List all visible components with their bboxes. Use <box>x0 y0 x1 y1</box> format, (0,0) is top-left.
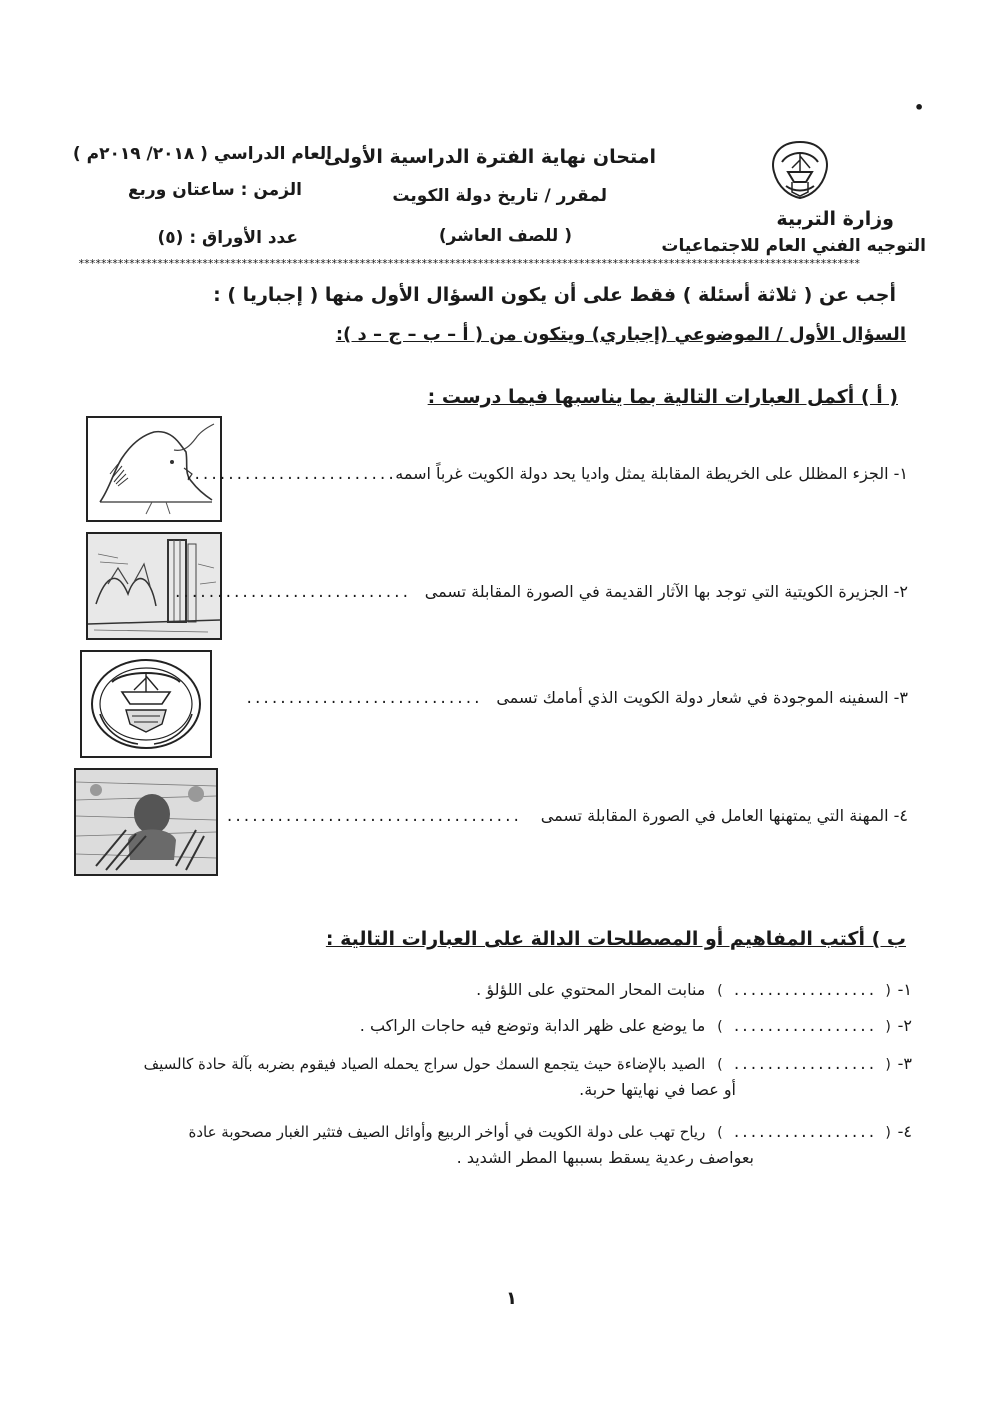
exam-title: امتحان نهاية الفترة الدراسية الأولى <box>324 146 656 168</box>
part-b-item-3-continued: أو عصا في نهايتها حربة. <box>579 1080 736 1099</box>
part-b-item-2 <box>360 1016 912 1035</box>
supervision-name: التوجيه الفني العام للاجتماعيات <box>661 236 926 256</box>
item-text: الصيد بالإضاءة حيث يتجمع السمك حول سراج يحمله الصياد فيقوم بضربه بآلة حادة كالسيف <box>143 1055 706 1073</box>
part-a-item-2 <box>174 582 909 601</box>
kuwait-emblem-image <box>80 650 212 758</box>
item-number: ١- <box>897 980 912 999</box>
part-b-item-3 <box>144 1054 912 1073</box>
item-text: رياح تهب على دولة الكويت في أواخر الربيع وأوائل الصيف فتثير الغبار مصحوبة عادة <box>188 1123 706 1141</box>
item-number: ٢- <box>897 1016 912 1035</box>
part-a-item-3 <box>245 688 908 707</box>
pages-count: عدد الأوراق : (٥) <box>157 228 298 248</box>
item-text: منابت المحار المحتوي على اللؤلؤ . <box>476 980 706 999</box>
part-b-title: ب ) أكتب المفاهيم أو المصطلحات الدالة على العبارات التالية : <box>325 928 906 950</box>
part-a-item-text: ٣- السفينه الموجودة في شعار دولة الكويت الذي أمامك تسمى <box>496 688 908 707</box>
answer-blank[interactable]: ( ................. ) <box>715 983 893 999</box>
item-text: ما يوضع على ظهر الدابة وتوضع فيه حاجات الراكب . <box>359 1016 706 1035</box>
item-number: ٤- <box>897 1122 912 1141</box>
exam-duration: الزمن : ساعتان وربع <box>127 180 302 200</box>
part-a-title: ( أ ) أكمل العبارات التالية بما يناسبها فيما درست : <box>427 386 898 408</box>
course-name: لمقرر / تاريخ دولة الكويت <box>392 186 607 206</box>
exam-instructions: أجب عن ( ثلاثة أسئلة ) فقط على أن يكون السؤال الأول منها ( إجباريا ) : <box>213 284 896 306</box>
ministry-name: وزارة التربية <box>776 208 894 230</box>
part-b-item-1 <box>476 980 912 999</box>
answer-blank[interactable]: ( ................. ) <box>715 1057 893 1073</box>
part-a-item-text: ١- الجزء المظلل على الخريطة المقابلة يمثل واديا يحد دولة الكويت غرباً اسمه <box>395 464 908 483</box>
answer-blank[interactable]: ................................... <box>225 809 521 825</box>
part-b-item-4 <box>188 1122 912 1141</box>
corner-mark: • <box>914 98 925 117</box>
answer-blank[interactable]: ......................... <box>184 467 396 483</box>
page-number: ١ <box>506 1288 517 1309</box>
part-b-item-4-continued: بعواصف رعدية يسقط بسببها المطر الشديد . <box>456 1148 754 1167</box>
ministry-logo <box>766 138 834 202</box>
part-a-item-1 <box>185 464 908 483</box>
academic-year: العام الدراسي ( ٢٠١٨/ ٢٠١٩م ) <box>72 144 332 164</box>
worker-photo-image <box>74 768 218 876</box>
answer-blank[interactable]: ( ................. ) <box>715 1019 893 1035</box>
part-a-item-4 <box>225 806 908 825</box>
header-separator: ******************************************************************************************************************************************* <box>78 258 860 270</box>
grade-label: ( للصف العاشر) <box>438 226 572 246</box>
answer-blank[interactable]: ............................ <box>245 691 482 707</box>
part-a-item-text: ٤- المهنة التي يمتهنها العامل في الصورة المقابلة تسمى <box>540 806 908 825</box>
item-number: ٣- <box>897 1054 912 1073</box>
answer-blank[interactable]: ( ................. ) <box>715 1125 893 1141</box>
part-a-item-text: ٢- الجزيرة الكويتية التي توجد بها الآثار القديمة في الصورة المقابلة تسمى <box>424 582 908 601</box>
question-one-title: السؤال الأول / الموضوعي (إجباري) ويتكون من ( أ – ب – ج – د ): <box>335 324 906 345</box>
answer-blank[interactable]: ............................ <box>173 585 410 601</box>
